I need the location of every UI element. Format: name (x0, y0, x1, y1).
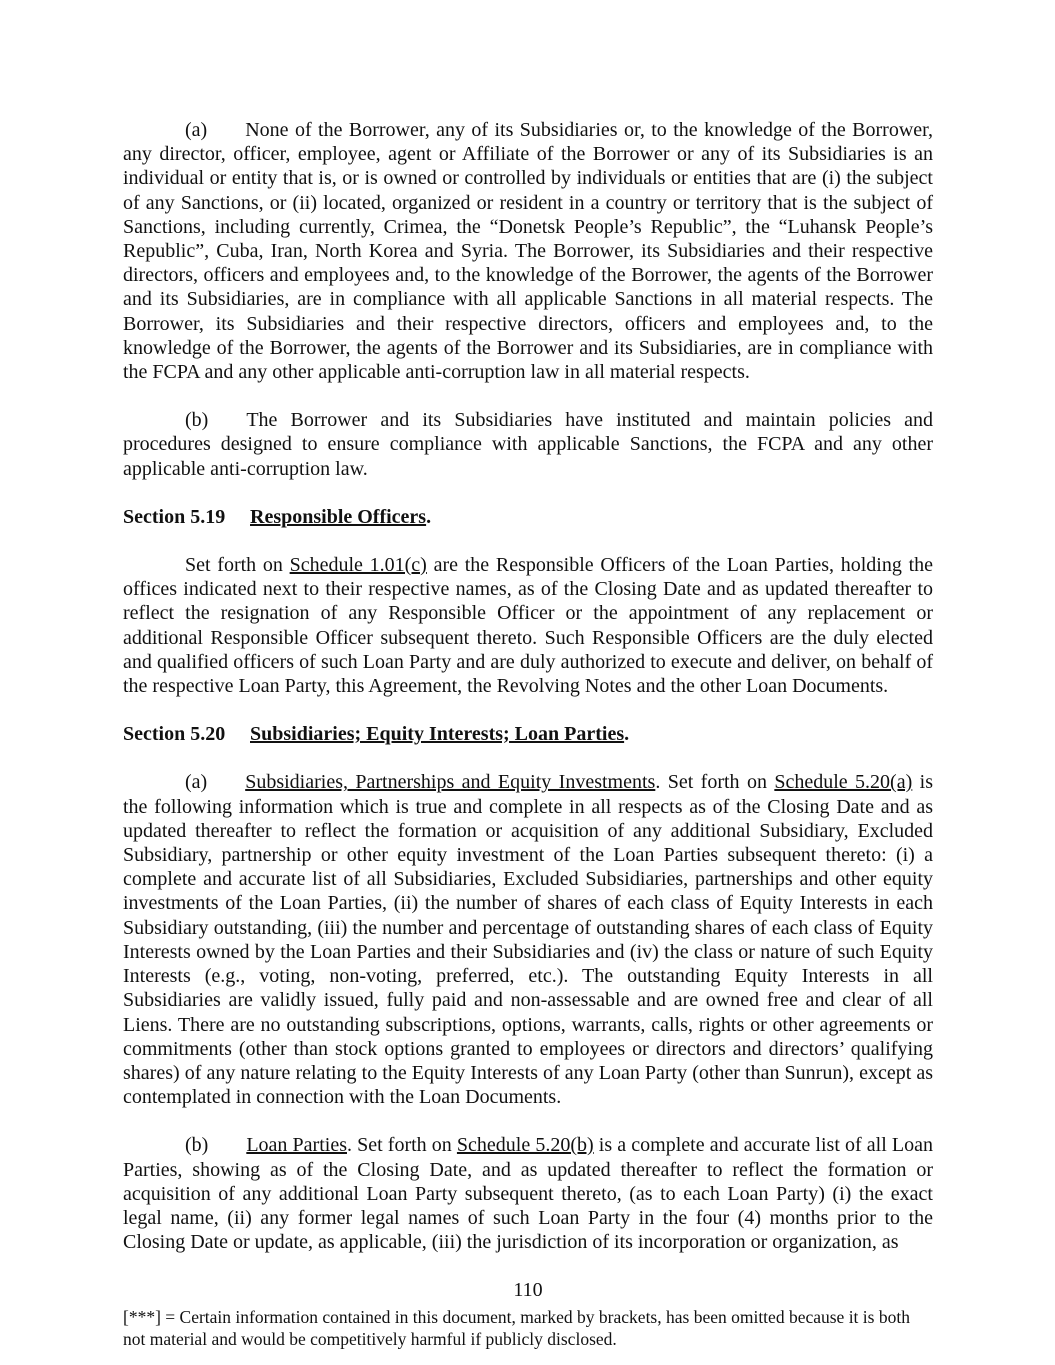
paragraph-responsible-officers (123, 553, 933, 698)
section-5-19-heading (123, 505, 933, 529)
clause-heading: Loan Parties (246, 1134, 347, 1157)
confidentiality-footnote: [***] = Certain information contained in this document, marked by brackets, has been omitted because it is both not material and would be competitively harmful if publicly disclosed. (123, 1307, 910, 1350)
section-title-period: . (426, 505, 432, 528)
schedule-reference: Schedule 1.01(c) (289, 554, 427, 577)
section-number: Section 5.19 (123, 505, 226, 528)
section-number: Section 5.20 (123, 723, 226, 746)
paragraph-text: is a complete and accurate list of all Loan Parties, showing as of the Closing Date, and as updated thereafter to reflect the formation or acquisition of any additional Loan Party subsequent thereto, (as to each Loan Party) (i) the exact legal name, (ii) any former legal names of such Loan Party in the four (4) months prior to the Closing Date or update, as applicable, (iii) the jurisdiction of its incorporation or organization, as (123, 1134, 933, 1254)
section-title: Responsible Officers (250, 505, 427, 528)
page-number: 110 (513, 1279, 543, 1302)
paragraph-text: . Set forth on (346, 1134, 457, 1157)
paragraph-text: None of the Borrower, any of its Subsidiaries or, to the knowledge of the Borrower, any director, officer, employee, agent or Affiliate of the Borrower or any of its Subsidiaries is an individual or entity that is, or is owned or controlled by individuals or entities that are (i) the subject of any Sanctions, or (ii) located, organized or resident in a country or territory that is the subject of Sanctions, including currently, Crimea, the “Donetsk People’s Republic”, the “Luhansk People’s Republic”, Cuba, Iran, North Korea and Syria. The Borrower, its Subsidiaries and their respective directors, officers and employees and, to the knowledge of the Borrower, the agents of the Borrower and its Subsidiaries, are in compliance with all applicable Sanctions in all material respects. The Borrower, its Subsidiaries and their respective directors, officers and employees and, to the knowledge of the Borrower, the agents of the Borrower and its Subsidiaries, are in compliance with the FCPA and any other applicable anti-corruption law in all material respects. (123, 119, 933, 384)
paragraph-text: . Set forth on (655, 771, 775, 794)
section-5-20-heading (123, 722, 933, 746)
paragraph-text: Set forth on (185, 554, 290, 577)
paragraph-text: The Borrower and its Subsidiaries have instituted and maintain policies and procedures designed to ensure compliance with applicable Sanctions, the FCPA and any other applicable anti-corruption law. (123, 409, 933, 480)
paragraph-text: are the Responsible Officers of the Loan Parties, holding the offices indicated next to their respective names, as of the Closing Date and as updated thereafter to reflect the resignation of any Responsible Officer or the appointment of any replacement or additional Responsible Officer subsequent thereto. Such Responsible Officers are the duly elected and qualified officers of such Loan Party and are duly authorized to execute and deliver, on behalf of the respective Loan Party, this Agreement, the Revolving Notes and the other Loan Documents. (123, 554, 933, 698)
document-content (123, 0, 933, 1350)
paragraph-label: (a) (185, 119, 208, 141)
paragraph-subsidiaries-equity-a (123, 770, 933, 1109)
section-title-period: . (624, 723, 630, 746)
paragraph-label: (b) (185, 409, 209, 432)
schedule-reference: Schedule 5.20(b) (456, 1134, 594, 1157)
paragraph-label: (b) (185, 1134, 209, 1157)
paragraph-sanctions-b (123, 408, 933, 481)
paragraph-text: is the following information which is true and complete in all respects as of the Closing Date and as updated thereafter to reflect the formation or acquisition of any additional Subsidiary, Excluded Subsidiary, partnership or other equity investment of the Loan Parties subsequent thereto: (i) a complete and accurate list of all Subsidiaries, Excluded Subsidiaries, partnerships and other equity investments of the Loan Parties, (ii) the number of shares of each class of Equity Interests in each Subsidiary outstanding, (iii) the number and percentage of outstanding shares of each class of Equity Interests owned by the Loan Parties and their Subsidiaries and (iv) the class or nature of such Equity Interests (e.g., voting, non-voting, preferred, etc.). The outstanding Equity Interests in all Subsidiaries are validly issued, fully paid and non-assessable and are owned free and clear of all Liens. There are no outstanding subscriptions, options, warrants, calls, rights or other agreements or commitments (other than stock options granted to employees or directors and directors’ qualifying shares) of any nature relating to the Equity Interests of any Loan Party (other than Sunrun), except as contemplated in connection with the Loan Documents. (123, 771, 933, 1109)
clause-heading: Subsidiaries, Partnerships and Equity Investments (245, 771, 656, 794)
section-title: Subsidiaries; Equity Interests; Loan Parties (250, 723, 625, 746)
paragraph-sanctions-a (123, 118, 933, 384)
paragraph-label: (a) (185, 771, 208, 794)
paragraph-loan-parties-b (123, 1133, 933, 1254)
schedule-reference: Schedule 5.20(a) (774, 771, 913, 794)
